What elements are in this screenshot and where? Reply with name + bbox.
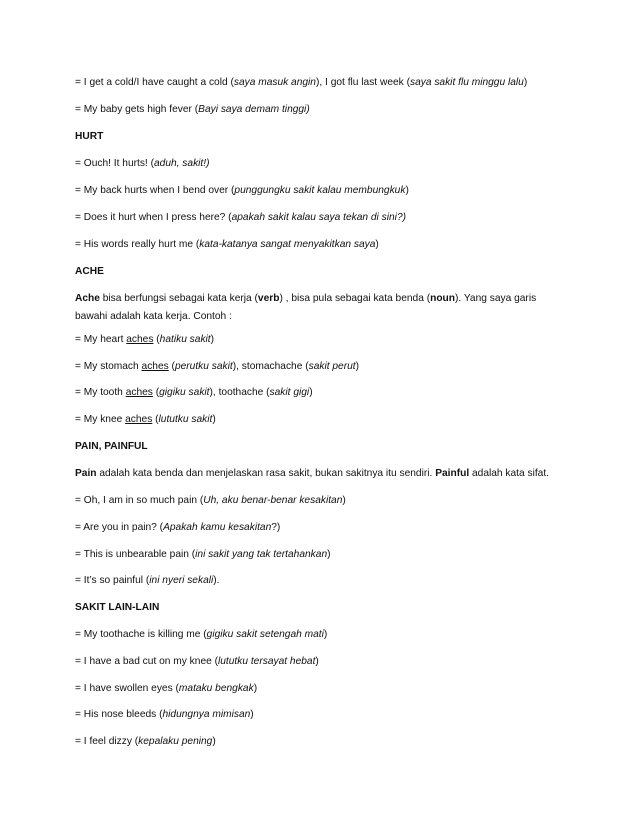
text-line: = My toothache is killing me (gigiku sakit setengah mati)	[75, 629, 328, 640]
text-line: = It’s so painful (ini nyeri sekali).	[75, 575, 220, 586]
text-line: = I get a cold/I have caught a cold (saya masuk angin), I got flu last week (saya sakit flu minggu lalu)	[75, 77, 528, 88]
text-line: = I have swollen eyes (mataku bengkak)	[75, 683, 258, 694]
text-line: = Are you in pain? (Apakah kamu kesakitan?)	[75, 522, 281, 533]
text-line: = This is unbearable pain (ini sakit yang tak tertahankan)	[75, 549, 331, 560]
paragraph-ache: Ache bisa berfungsi sebagai kata kerja (verb) , bisa pula sebagai kata benda (noun). Yang saya garis bawahi adalah kata kerja. Contoh :	[75, 293, 537, 322]
text-line: = Oh, I am in so much pain (Uh, aku benar-benar kesakitan)	[75, 495, 346, 506]
text-line: = His nose bleeds (hidungnya mimisan)	[75, 709, 254, 720]
section-heading-ache: ACHE	[75, 266, 104, 277]
section-heading-sakit-lain-lain: SAKIT LAIN-LAIN	[75, 602, 160, 613]
text-line: = My baby gets high fever (Bayi saya demam tinggi)	[75, 104, 310, 115]
paragraph-pain: Pain adalah kata benda dan menjelaskan rasa sakit, bukan sakitnya itu sendiri. Painful adalah kata sifat.	[75, 468, 550, 479]
section-heading-hurt: HURT	[75, 131, 104, 142]
text-line: = I feel dizzy (kepalaku pening)	[75, 736, 216, 747]
text-line: = My tooth aches (gigiku sakit), toothache (sakit gigi)	[75, 387, 313, 398]
section-heading-pain: PAIN, PAINFUL	[75, 441, 148, 452]
text-line: = I have a bad cut on my knee (lututku tersayat hebat)	[75, 656, 319, 667]
text-line: = His words really hurt me (kata-katanya sangat menyakitkan saya)	[75, 239, 379, 250]
text-line: = My stomach aches (perutku sakit), stomachache (sakit perut)	[75, 361, 359, 372]
text-line: = My back hurts when I bend over (punggungku sakit kalau membungkuk)	[75, 185, 409, 196]
text-line: = My knee aches (lututku sakit)	[75, 414, 216, 425]
text-line: = My heart aches (hatiku sakit)	[75, 334, 215, 345]
text-line: = Ouch! It hurts! (aduh, sakit!)	[75, 158, 210, 169]
text-line: = Does it hurt when I press here? (apakah sakit kalau saya tekan di sini?)	[75, 212, 406, 223]
